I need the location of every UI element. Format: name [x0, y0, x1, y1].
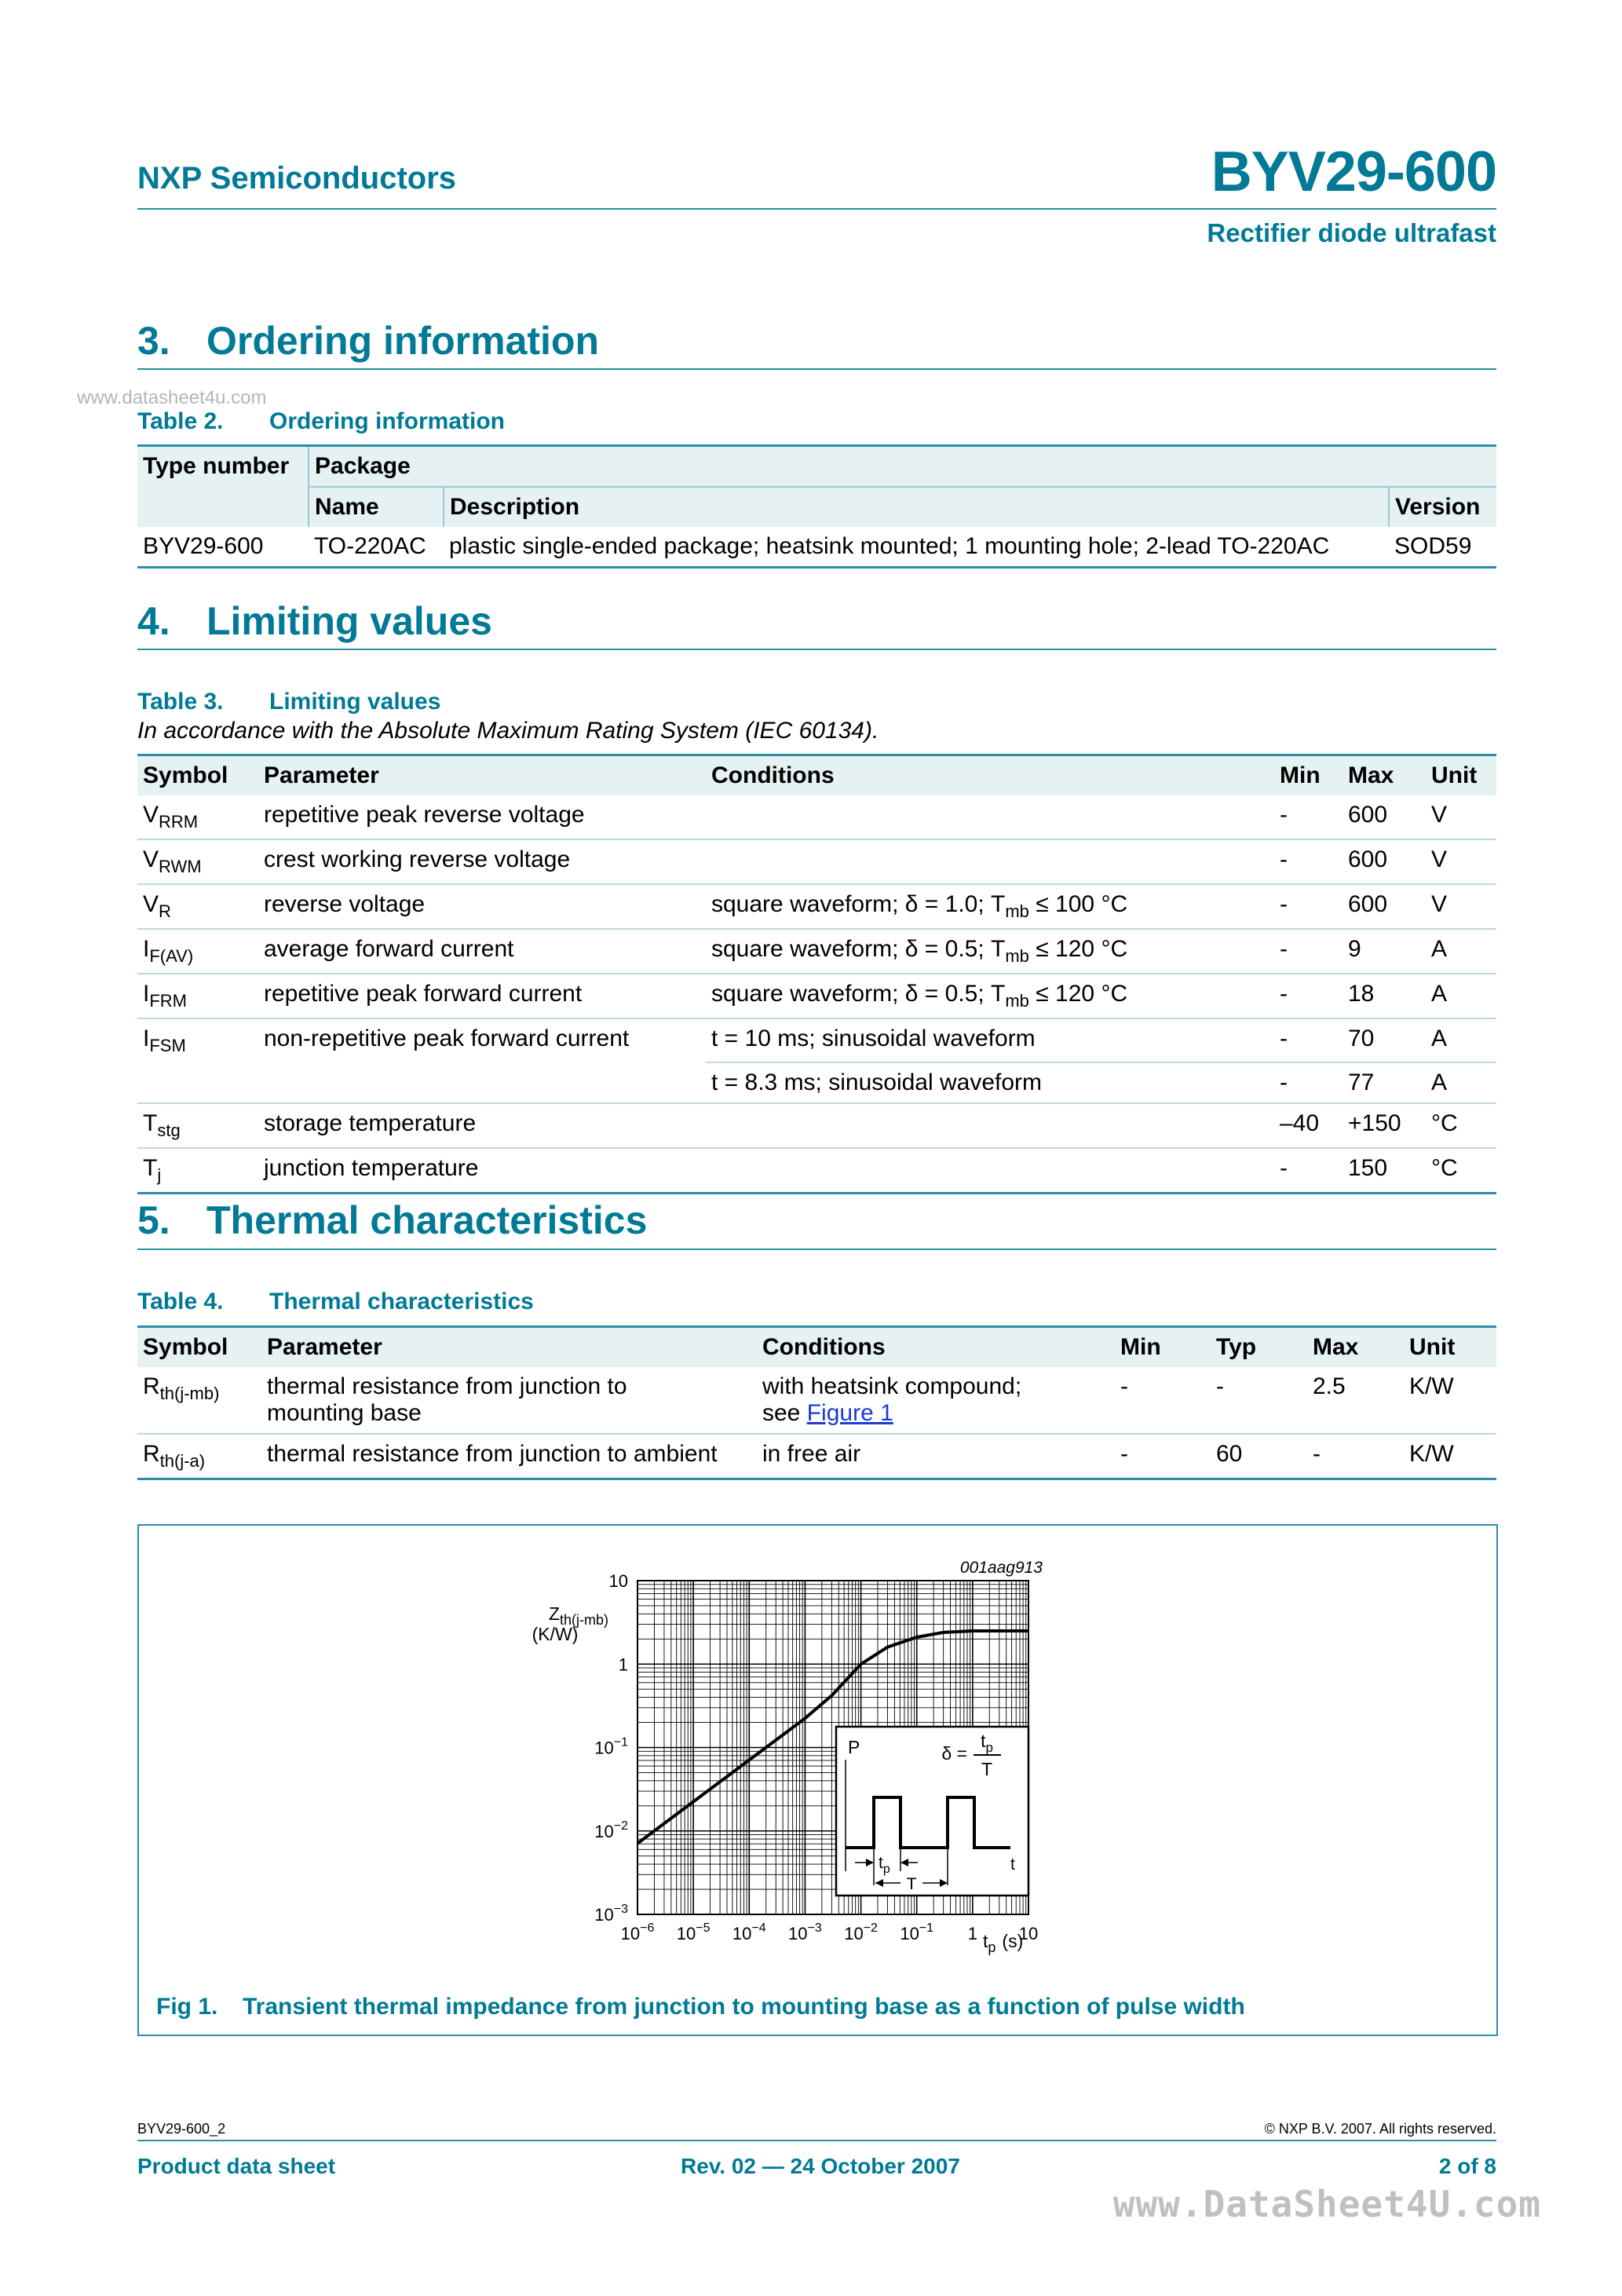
cell-parameter: repetitive peak forward current [258, 974, 706, 1018]
cell-min: - [1274, 1148, 1343, 1194]
cell-symbol: $V_{RRM}$ [137, 795, 258, 839]
cell-unit: °C [1426, 1148, 1496, 1194]
cell-min: - [1274, 1062, 1343, 1103]
header-symbol: Symbol [137, 755, 258, 796]
table-row [137, 1103, 1496, 1148]
table-title: Ordering information [269, 408, 505, 434]
cell-parameter: repetitive peak reverse voltage [258, 795, 706, 839]
cell-min: - [1115, 1434, 1211, 1479]
cell-conditions [706, 1148, 1274, 1194]
table-label: Table 2. [137, 408, 224, 434]
header-symbol: Symbol [137, 1327, 261, 1368]
cell-description: plastic single-ended package; heatsink mounted; 1 mounting hole; 2-lead TO-220AC [444, 527, 1389, 568]
figure-1-link[interactable]: Figure 1 [806, 1400, 893, 1426]
cell-max: 600 [1343, 795, 1426, 839]
pulse-inset [836, 1727, 1028, 1896]
footer-doc-type: Product data sheet [137, 2154, 336, 2178]
cell-parameter: junction temperature [258, 1148, 706, 1194]
cell-min: - [1274, 929, 1343, 974]
table-3-caption [137, 689, 440, 715]
cell-symbol: $T_{stg}$ [137, 1103, 258, 1148]
header-min: Min [1115, 1327, 1211, 1368]
cell-max: - [1307, 1434, 1404, 1479]
cell-min: - [1274, 884, 1343, 929]
header-max: Max [1343, 755, 1426, 796]
section-number: 4. [137, 599, 170, 643]
doc-id: BYV29-600_2 [137, 2121, 226, 2137]
cell-conditions: square waveform; δ = 0.5; $T_{mb} \le 120$ °C [706, 929, 1274, 974]
table-row [137, 1434, 1496, 1479]
table-row [137, 527, 1496, 568]
cell-unit: A [1426, 1062, 1496, 1103]
cell-min: - [1274, 1018, 1343, 1062]
table-row [137, 974, 1496, 1018]
figure-label: Fig 1. [156, 1994, 218, 2020]
section-rule [137, 368, 1496, 370]
inset-frame [836, 1727, 1028, 1896]
cell-min: - [1274, 974, 1343, 1018]
x-axis-label: $t_p$ (s) [983, 1931, 1024, 1955]
header-parameter: Parameter [261, 1327, 757, 1368]
table-row [137, 1018, 1496, 1062]
y-axis-label: $Z_{th(j-mb)}$ [548, 1603, 609, 1628]
cell-max: 18 [1343, 974, 1426, 1018]
cell-typ: 60 [1211, 1434, 1307, 1479]
header-name: Name [309, 487, 444, 527]
cell-parameter: average forward current [258, 929, 706, 974]
table-row [137, 884, 1496, 929]
ordering-table [137, 444, 1496, 569]
cell-unit: V [1426, 795, 1496, 839]
footer-page: 2 of 8 [1438, 2154, 1496, 2178]
header-min: Min [1274, 755, 1343, 796]
cell-symbol: $V_{RWM}$ [137, 839, 258, 884]
cell-symbol: $I_{FRM}$ [137, 974, 258, 1018]
inset-t-period-label: T [906, 1875, 917, 1893]
table-row [137, 1062, 1496, 1103]
cell-symbol: $R_{th(j-mb)}$ [137, 1367, 261, 1434]
table-row [137, 1367, 1496, 1434]
figure-title: Transient thermal impedance from junction to mounting base as a function of pulse width [243, 1994, 1245, 2020]
cell-parameter [258, 1062, 706, 1103]
section-5-title [137, 1197, 647, 1243]
cell-min: - [1274, 839, 1343, 884]
cell-conditions [706, 839, 1274, 884]
cell-name: TO-220AC [309, 527, 444, 568]
table-title: Limiting values [269, 689, 441, 715]
limiting-values-table [137, 754, 1496, 1194]
table-row [137, 795, 1496, 839]
company-name: NXP Semiconductors [137, 161, 457, 196]
cell-conditions: with heatsink compound; see Figure 1 [757, 1367, 1115, 1434]
cell-conditions [706, 795, 1274, 839]
watermark-bottom: www.DataSheet4U.com [1112, 2183, 1541, 2225]
inset-tp-label: $t_p$ [879, 1854, 890, 1876]
cell-min: - [1115, 1367, 1211, 1434]
part-subtitle: Rectifier diode ultrafast [1207, 218, 1496, 247]
header-unit: Unit [1404, 1327, 1496, 1368]
cell-parameter: non-repetitive peak forward current [264, 1026, 630, 1051]
tick-label: $10^{-1}$ [594, 1735, 628, 1758]
footer-rule [137, 2140, 1496, 2141]
tick-label: 1 [618, 1654, 628, 1675]
cell-unit: A [1426, 1018, 1496, 1062]
cell-max: 150 [1343, 1148, 1426, 1194]
x-tick-labels [621, 1921, 1039, 1943]
cell-symbol [137, 1062, 258, 1103]
tick-label: 10 [608, 1571, 628, 1591]
header-package: Package [309, 446, 1496, 488]
cell-max: 9 [1343, 929, 1426, 974]
thermal-impedance-chart [139, 1526, 1496, 2035]
figure-caption [156, 1994, 1245, 2020]
cell-conditions [706, 1103, 1274, 1148]
table-2-caption [137, 408, 505, 435]
table-row [137, 1148, 1496, 1194]
cell-unit: A [1426, 929, 1496, 974]
header-rule [137, 208, 1496, 210]
cell-conditions: square waveform; δ = 1.0; $T_{mb} \le 100$ °C [706, 884, 1274, 929]
cell-parameter: reverse voltage [258, 884, 706, 929]
tick-label: 1 [967, 1924, 977, 1943]
section-heading: Thermal characteristics [206, 1198, 648, 1242]
tick-label: $10^{-2}$ [594, 1819, 628, 1841]
section-3-title [137, 318, 599, 364]
figure-1 [137, 1524, 1498, 2036]
header-version: Version [1389, 487, 1496, 527]
tick-label: $10^{-1}$ [900, 1921, 934, 1943]
header-conditions: Conditions [757, 1327, 1115, 1368]
cell-parameter: thermal resistance from junction to mounting base [261, 1367, 757, 1434]
cell-parameter: crest working reverse voltage [258, 839, 706, 884]
table-row [137, 839, 1496, 884]
cell-conditions: in free air [757, 1434, 1115, 1479]
tick-label: $10^{-4}$ [732, 1921, 766, 1943]
cell-unit: K/W [1404, 1367, 1496, 1434]
cell-max: +150 [1343, 1103, 1426, 1148]
cell-min: - [1274, 795, 1343, 839]
header-parameter: Parameter [258, 755, 706, 796]
cell-conditions: t = 10 ms; sinusoidal waveform [706, 1018, 1274, 1062]
cell-conditions: square waveform; δ = 0.5; $T_{mb} \le 120$ °C [706, 974, 1274, 1018]
cell-symbol: $V_R$ [137, 884, 258, 929]
inset-time-axis-label: t [1010, 1855, 1015, 1874]
cell-parameter: storage temperature [258, 1103, 706, 1148]
cell-version: SOD59 [1389, 527, 1496, 568]
section-heading: Ordering information [206, 319, 599, 363]
cell-unit: V [1426, 884, 1496, 929]
inset-tp-numerator: $t_p$ [981, 1731, 993, 1755]
inset-p-label: P [848, 1737, 860, 1757]
cell-max: 600 [1343, 884, 1426, 929]
thermal-table [137, 1325, 1496, 1480]
cell-symbol: $T_j$ [137, 1148, 258, 1194]
header-description: Description [444, 487, 1389, 527]
header-type-number: Type number [137, 446, 309, 528]
section-number: 5. [137, 1198, 170, 1242]
tick-label: $10^{-3}$ [594, 1903, 628, 1925]
part-number: BYV29-600 [1211, 141, 1496, 203]
cell-symbol: $R_{th(j-a)}$ [137, 1434, 261, 1479]
figure-code: 001aag913 [959, 1559, 1043, 1577]
table-note: In accordance with the Absolute Maximum Rating System (IEC 60134). [137, 718, 879, 744]
section-4-title [137, 598, 492, 644]
header-max: Max [1307, 1327, 1404, 1368]
cell-symbol: $I_{FSM}$ [143, 1026, 186, 1055]
inset-t-denominator: T [981, 1759, 993, 1779]
section-rule [137, 649, 1496, 650]
table-label: Table 3. [137, 689, 224, 715]
watermark-top: www.datasheet4u.com [77, 387, 267, 408]
header-typ: Typ [1211, 1327, 1307, 1368]
cell-unit: K/W [1404, 1434, 1496, 1479]
section-number: 3. [137, 319, 170, 363]
cell-typ: - [1211, 1367, 1307, 1434]
tick-label: 10 [1018, 1924, 1039, 1943]
inset-delta: δ = [941, 1743, 967, 1764]
section-rule [137, 1249, 1496, 1250]
cell-min: –40 [1274, 1103, 1343, 1148]
tick-label: $10^{-5}$ [676, 1921, 711, 1943]
cell-max: 70 [1343, 1018, 1426, 1062]
table-title: Thermal characteristics [269, 1289, 534, 1314]
cell-parameter: thermal resistance from junction to ambient [261, 1434, 757, 1479]
tick-label: $10^{-2}$ [844, 1921, 878, 1943]
cell-unit: V [1426, 839, 1496, 884]
y-axis-unit: (K/W) [532, 1624, 579, 1644]
cell-unit: A [1426, 974, 1496, 1018]
cell-max: 600 [1343, 839, 1426, 884]
cell-max: 77 [1343, 1062, 1426, 1103]
cell-max: 2.5 [1307, 1367, 1404, 1434]
header-unit: Unit [1426, 755, 1496, 796]
section-heading: Limiting values [206, 599, 492, 643]
table-row [137, 929, 1496, 974]
cell-conditions: t = 8.3 ms; sinusoidal waveform [706, 1062, 1274, 1103]
header-conditions: Conditions [706, 755, 1274, 796]
tick-label: $10^{-3}$ [788, 1921, 822, 1943]
footer-revision: Rev. 02 — 24 October 2007 [681, 2154, 960, 2178]
table-label: Table 4. [137, 1289, 224, 1314]
cell-symbol: $I_{F(AV)}$ [137, 929, 258, 974]
cell-unit: °C [1426, 1103, 1496, 1148]
copyright: © NXP B.V. 2007. All rights reserved. [1264, 2121, 1496, 2137]
tick-label: $10^{-6}$ [620, 1921, 655, 1943]
cell-type-number: BYV29-600 [137, 527, 309, 568]
table-4-caption [137, 1289, 534, 1315]
